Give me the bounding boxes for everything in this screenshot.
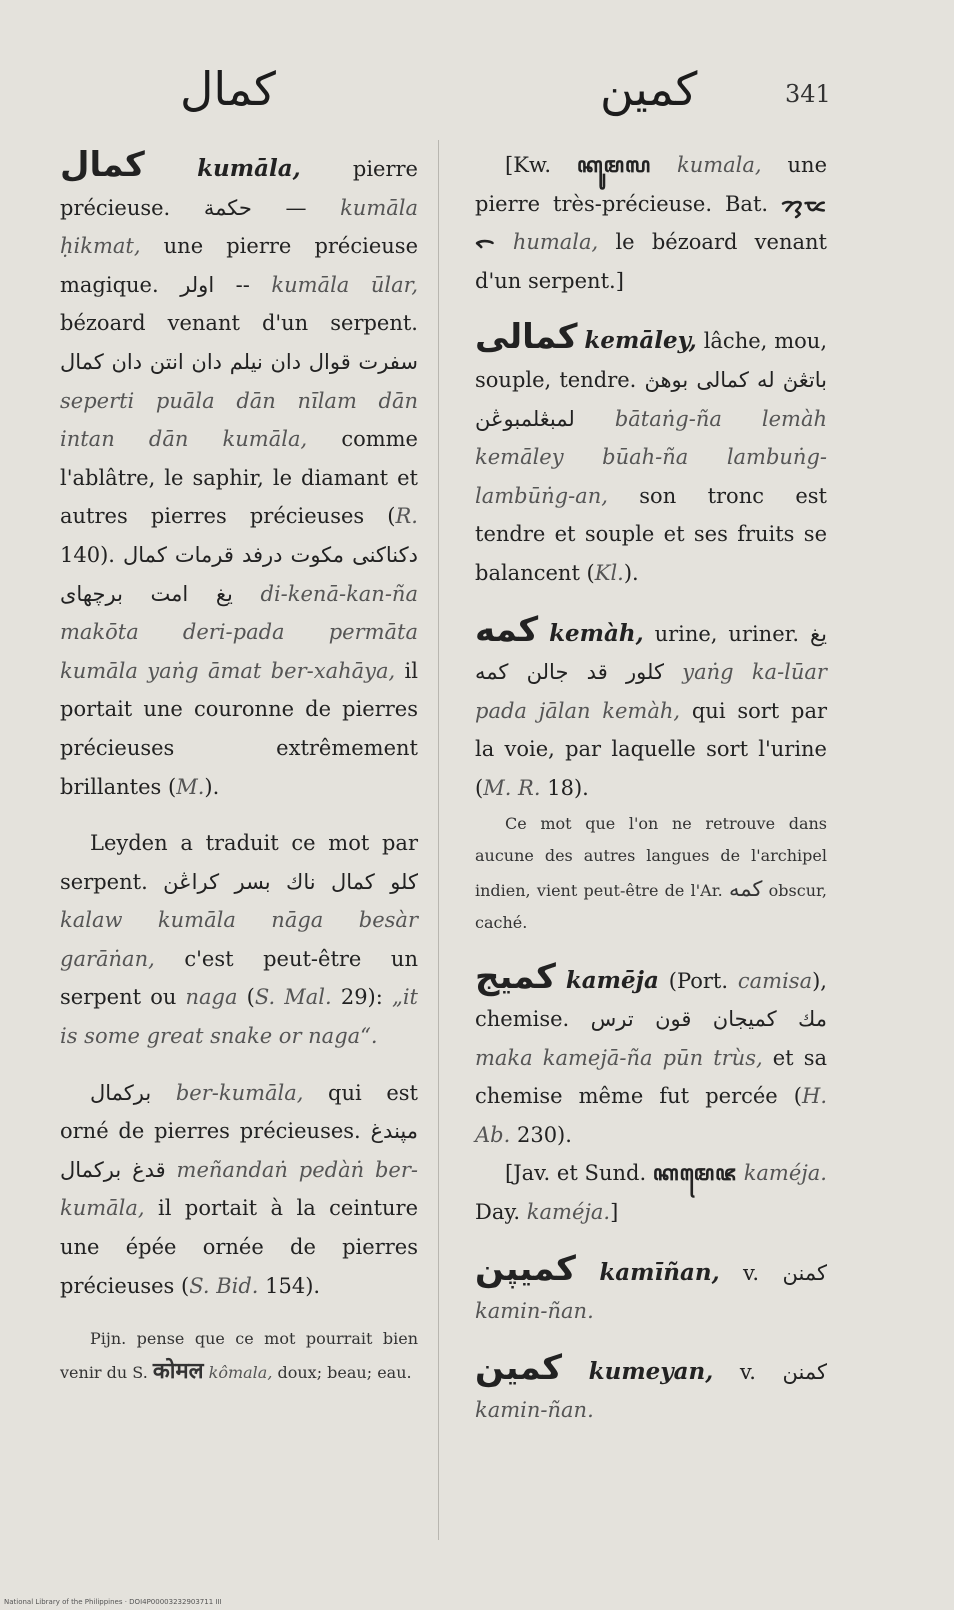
entry-kemaley: كمالى kemāley, lâche, mou, souple, tendre. باتڠڽ له كمالى بوهڽ لمبڠلمبوڠن bātaṅg-ña lemàh kemāley būah-ña lambuṅg-lambūṅg-an, son tronc est tendre et souple et ses fruits se balancent (Kl.).: [475, 317, 827, 585]
right-column: [475, 146, 827, 1430]
entry-kaminan: كميڽن kamīñan, v. كمنن kamin-ñan.: [475, 1248, 827, 1324]
headword: kumāla,: [197, 155, 301, 182]
library-footer: National Library of the Philippines · DOI4P00003232903711 III: [4, 1598, 222, 1606]
entry-kumeyan: كمين kumeyan, v. كمنن kamin-ñan.: [475, 1347, 827, 1423]
note-kameja: [Jav. et Sund. ꦏꦩꦺꦗ kaméja. Day. kaméja.]: [475, 1161, 827, 1225]
header-right-arabic: كمين: [600, 62, 698, 116]
note-pijnappel: Pijn. pense que ce mot pourrait bien venir du S. कोमल kômala, doux; beau; eau.: [60, 1329, 418, 1384]
headword-arabic: كمال: [60, 145, 145, 185]
entry-kameja: كميج kamēja (Port. camisa), chemise. مك كميجان قون ترس maka kamejā-ña pūn trùs, et sa chemise même fut percée (H. Ab. 230).: [475, 956, 827, 1147]
header-left-arabic: كمال: [180, 62, 276, 116]
entry-kemah: كمه kemàh, urine, uriner. يغ كلور قد جالن كمه yaṅg ka-lūar pada jālan kemàh, qui sort par la voie, par laquelle sort l'urine (M. R. 18).: [475, 609, 828, 800]
column-divider: [438, 140, 439, 1540]
paragraph-leyden: Leyden a traduit ce mot par serpent. كلو كمال ناك بسر كراڠن kalaw kumāla nāga besàr garāṅan, c'est peut-être un serpent ou naga (S. Mal. 29): „it is some great snake or naga“.: [60, 831, 418, 1049]
note-kawi-batak: [Kw. ꦏꦸꦩꦭ kumala, une pierre très-précieuse. Bat. ᯂᯮᯔᯞ humala, le bézoard venant d'un serpent.]: [475, 153, 827, 293]
subentry-ber-kumala: بركمال ber-kumāla, qui est orné de pierres précieuses. مڽندغ قدغ بركمال meñandaṅ pedàṅ ber-kumāla, il portait à la ceinture une épée ornée de pierres précieuses (S. Bid. 154).: [60, 1080, 418, 1298]
entry-kumala: كمال kumāla, pierre précieuse. حكمة — kumāla ḥikmat, une pierre précieuse magique. اولر -- kumāla ūlar, bézoard venant d'un serpent. سفرت قوال دان نيلم دان انتن دان كمال seperti puāla dān nīlam dān intan dān kumāla, comme l'ablâtre, le saphir, le diamant et autres pierres précieuses (R. 140). دكناكنى مكوت درفد قرمات كمال يغ امت برچهاى di-kenā-kan-ña makōta deri-pada permāta kumāla yaṅg āmat ber-xahāya, il portait une couronne de pierres précieuses extrêmement brillantes (M.).: [60, 145, 418, 799]
left-column: [60, 146, 418, 1389]
note-kemah: Ce mot que l'on ne retrouve dans aucune des autres langues de l'archipel indien, vient peut-être de l'Ar. كمه obscur, caché.: [475, 813, 827, 932]
page-number: 341: [785, 80, 831, 108]
